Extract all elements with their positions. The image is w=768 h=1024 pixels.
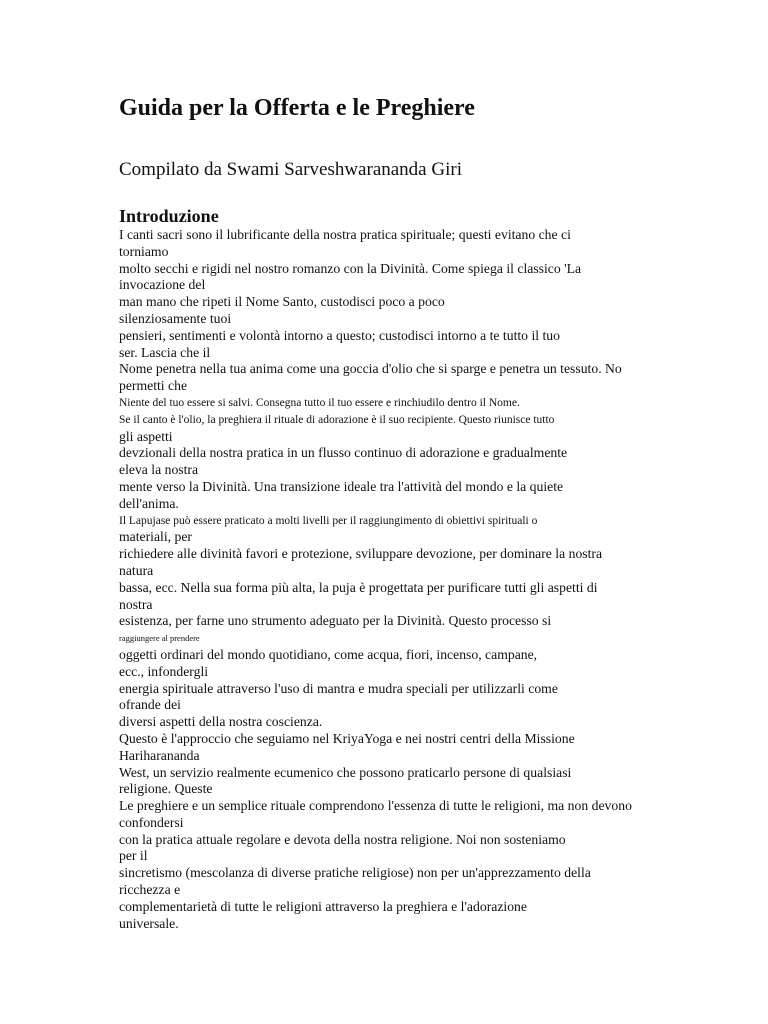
text-line: West, un servizio realmente ecumenico che possono praticarlo persone di qualsiasi: [119, 764, 572, 780]
text-line: Questo è l'approccio che seguiamo nel KriyaYoga e nei nostri centri della Missione: [119, 730, 575, 746]
text-line: dell'anima.: [119, 495, 179, 511]
text-line: Niente del tuo essere si salvi. Consegna tutto il tuo essere e rinchiudilo dentro il Nome.: [119, 396, 520, 409]
text-line: religione. Queste: [119, 781, 213, 797]
text-line: silenziosamente tuoi: [119, 310, 232, 326]
text-line: richiedere alle divinità favori e protezione, sviluppare devozione, per dominare la nostra: [119, 546, 603, 562]
text-line: per il: [119, 848, 148, 864]
text-line: raggiungere al prendere: [119, 633, 200, 644]
document-subtitle: Compilato da Swami Sarveshwarananda Giri: [119, 159, 462, 180]
text-line: devzionali della nostra pratica in un flusso continuo di adorazione e gradualmente: [119, 445, 568, 461]
text-line: nostra: [119, 596, 153, 612]
text-line: ricchezza e: [119, 882, 181, 898]
text-line: eleva la nostra: [119, 462, 199, 478]
text-line: Le preghiere e un semplice rituale comprendono l'essenza di tutte le religioni, ma non devono: [119, 798, 632, 814]
text-line: Nome penetra nella tua anima come una goccia d'olio che si sparge e penetra un tessuto. No: [119, 361, 622, 377]
text-line: oggetti ordinari del mondo quotidiano, come acqua, fiori, incenso, campane,: [119, 646, 538, 662]
text-line: ser. Lascia che il: [119, 344, 211, 360]
text-line: molto secchi e rigidi nel nostro romanzo con la Divinità. Come spiega il classico 'La: [119, 260, 582, 276]
text-line: gli aspetti: [119, 428, 173, 444]
text-line: I canti sacri sono il lubrificante della nostra pratica spirituale; questi evitano che ci: [119, 227, 571, 242]
text-line: diversi aspetti della nostra coscienza.: [119, 714, 323, 730]
text-line: bassa, ecc. Nella sua forma più alta, la puja è progettata per purificare tutti gli aspetti di: [119, 579, 598, 595]
section-heading-introduzione: Introduzione: [119, 206, 219, 226]
text-line: confondersi: [119, 814, 184, 830]
text-line: mente verso la Divinità. Una transizione ideale tra l'attività del mondo e la quiete: [119, 478, 564, 494]
text-line: permetti che: [119, 378, 188, 394]
text-line: ecc., infondergli: [119, 663, 209, 679]
text-line: invocazione del: [119, 277, 206, 293]
text-line: torniamo: [119, 243, 169, 259]
text-line: ofrande dei: [119, 697, 181, 713]
text-line: complementarietà di tutte le religioni attraverso la preghiera e l'adorazione: [119, 898, 527, 914]
document-title: Guida per la Offerta e le Preghiere: [119, 95, 475, 121]
text-line: con la pratica attuale regolare e devota della nostra religione. Noi non sosteniamo: [119, 831, 566, 847]
text-line: man mano che ripeti il Nome Santo, custodisci poco a poco: [119, 294, 445, 310]
text-line: Hariharananda: [119, 747, 200, 763]
text-line: materiali, per: [119, 529, 192, 545]
introduction-text: [119, 227, 719, 932]
text-line: sincretismo (mescolanza di diverse pratiche religiose) non per un'apprezzamento della: [119, 865, 591, 881]
text-line: Se il canto è l'olio, la preghiera il rituale di adorazione è il suo recipiente. Questo riunisce tutto: [119, 413, 555, 426]
text-line: Il Lapujase può essere praticato a molti livelli per il raggiungimento di obiettivi spirituali o: [119, 514, 538, 527]
text-line: esistenza, per farne uno strumento adeguato per la Divinità. Questo processo si: [119, 613, 552, 629]
text-line: natura: [119, 562, 154, 578]
text-line: pensieri, sentimenti e volontà intorno a questo; custodisci intorno a te tutto il tuo: [119, 327, 560, 343]
text-line: universale.: [119, 915, 179, 931]
text-line: energia spirituale attraverso l'uso di mantra e mudra speciali per utilizzarli come: [119, 680, 558, 696]
